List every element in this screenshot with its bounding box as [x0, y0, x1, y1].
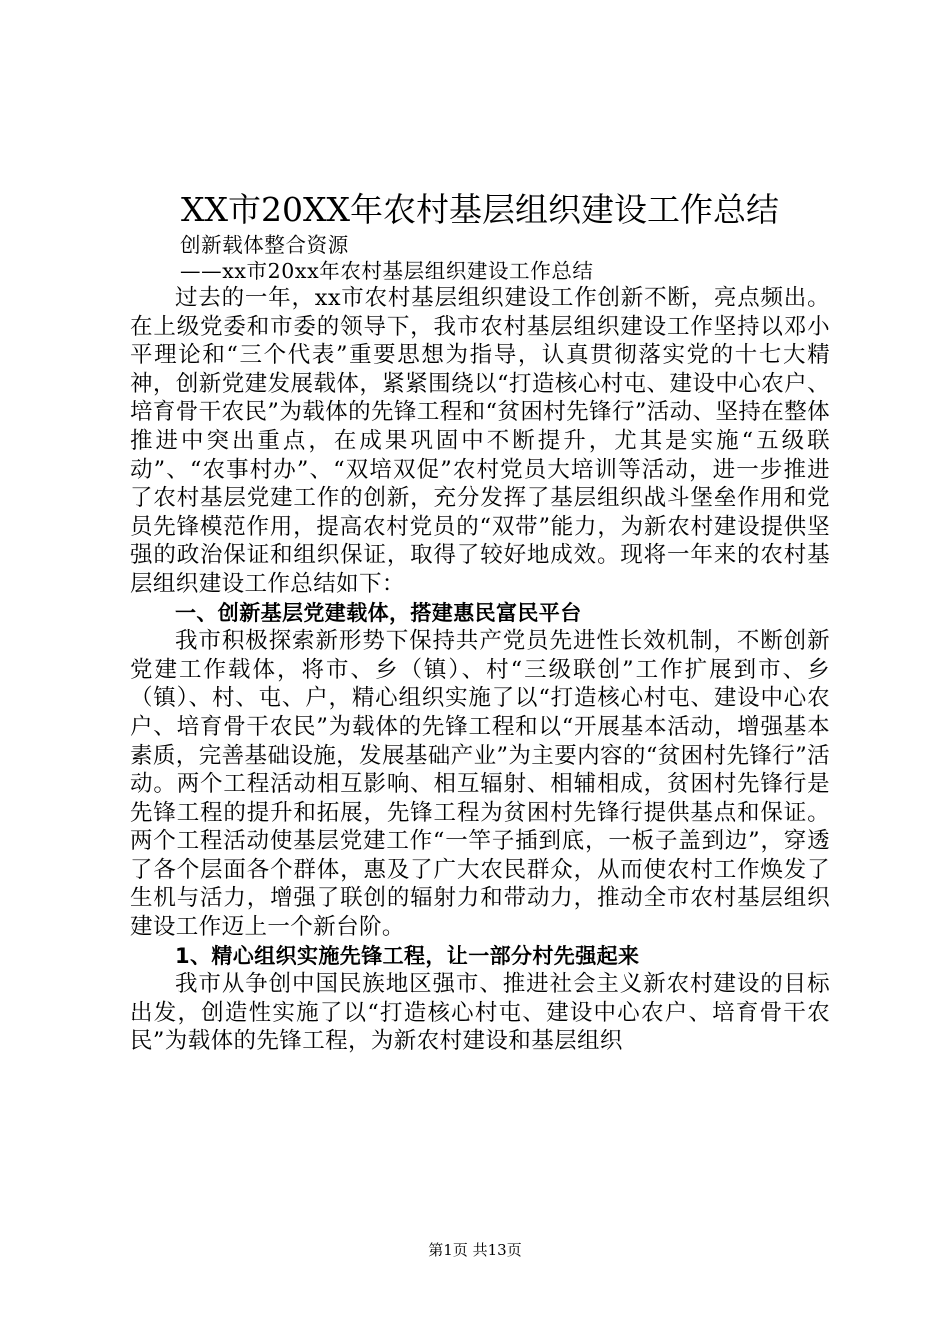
subsection-1-paragraph: 我市从争创中国民族地区强市、推进社会主义新农村建设的目标出发，创造性实施了以“打造核心村屯、建设中心农户、培育骨干农民”为载体的先锋工程，为新农村建设和基层组织: [130, 971, 830, 1055]
document-body: [130, 188, 830, 1056]
document-title: XX市20XX年农村基层组织建设工作总结: [181, 190, 779, 229]
intro-paragraph: 过去的一年，xx市农村基层组织建设工作创新不断，亮点频出。在上级党委和市委的领导下，我市农村基层组织建设工作坚持以邓小平理论和“三个代表”重要思想为指导，认真贯彻落实党的十七大精神，创新党建发展载体，紧紧围绕以“打造核心村屯、建设中心农户、培育骨干农民”为载体的先锋工程和“贫困村先锋行”活动、坚持在整体推进中突出重点，在成果巩固中不断提升，尤其是实施“五级联动”、“农事村办”、“双培双促”农村党员大培训等活动，进一步推进了农村基层党建工作的创新，充分发挥了基层组织战斗堡垒作用和党员先锋模范作用，提高农村党员的“双带”能力，为新农村建设提供坚强的政治保证和组织保证，取得了较好地成效。现将一年来的农村基层组织建设工作总结如下：: [130, 285, 830, 597]
section-heading-1: 一、创新基层党建载体，搭建惠民富民平台: [175, 600, 582, 625]
page-footer: 第1页 共13页: [428, 1241, 522, 1259]
document-subtitle: 创新载体整合资源: [180, 233, 349, 257]
subsection-heading-1: 1、精心组织实施先锋工程，让一部分村先强起来: [175, 943, 640, 968]
document-subtitle-source: ——xx市20xx年农村基层组织建设工作总结: [180, 259, 594, 283]
section-1-paragraph: 我市积极探索新形势下保持共产党员先进性长效机制，不断创新党建工作载体，将市、乡（镇）、村“三级联创”工作扩展到市、乡（镇）、村、屯、户，精心组织实施了以“打造核心村屯、建设中心农户、培育骨干农民”为载体的先锋工程和以“开展基本活动，增强基本素质，完善基础设施，发展基础产业”为主要内容的“贫困村先锋行”活动。两个工程活动相互影响、相互辐射、相辅相成，贫困村先锋行是先锋工程的提升和拓展，先锋工程为贫困村先锋行提供基点和保证。两个工程活动使基层党建工作“一竿子插到底，一板子盖到边”，穿透了各个层面各个群体，惠及了广大农民群众，从而使农村工作焕发了生机与活力，增强了联创的辐射力和带动力，推动全市农村基层组织建设工作迈上一个新台阶。: [130, 628, 830, 941]
